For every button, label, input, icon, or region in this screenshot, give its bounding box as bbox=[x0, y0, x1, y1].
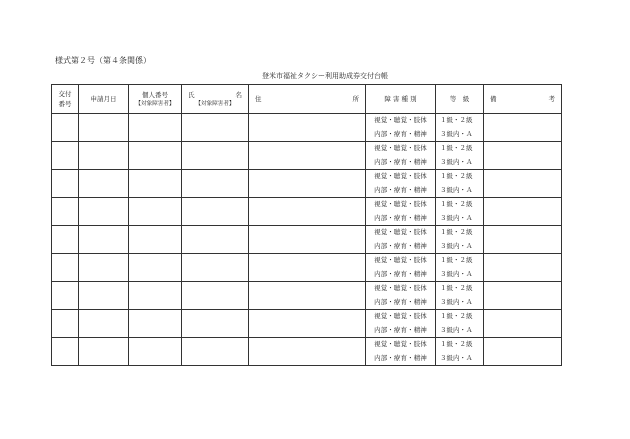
grade-options-2: ３級内・Ａ bbox=[440, 213, 473, 222]
cell-disability-type bbox=[366, 114, 436, 142]
cell-remarks[interactable] bbox=[484, 338, 562, 366]
grade-options-2: ３級内・Ａ bbox=[440, 129, 473, 138]
table-row bbox=[52, 254, 562, 282]
disability-type-options-2: 内部・療育・精神 bbox=[374, 213, 427, 222]
table-row bbox=[52, 198, 562, 226]
cell-grade bbox=[436, 282, 484, 310]
grade-options-2: ３級内・Ａ bbox=[440, 157, 473, 166]
cell-remarks[interactable] bbox=[484, 282, 562, 310]
table-row bbox=[52, 226, 562, 254]
cell-remarks[interactable] bbox=[484, 254, 562, 282]
cell-application-date[interactable] bbox=[79, 198, 129, 226]
table-row bbox=[52, 310, 562, 338]
cell-grade bbox=[436, 226, 484, 254]
cell-application-date[interactable] bbox=[79, 142, 129, 170]
grade-options-2: ３級内・Ａ bbox=[440, 297, 473, 306]
grade-options-2: ３級内・Ａ bbox=[440, 269, 473, 278]
cell-name[interactable] bbox=[182, 338, 249, 366]
cell-issue-number[interactable] bbox=[52, 198, 79, 226]
grade-options-1: １級・２級 bbox=[440, 340, 473, 349]
disability-type-options-1: 視覚・聴覚・肢体 bbox=[374, 200, 427, 209]
header-disability-type: 障 害 種 別 bbox=[366, 85, 436, 114]
cell-application-date[interactable] bbox=[79, 282, 129, 310]
disability-type-options-1: 視覚・聴覚・肢体 bbox=[374, 172, 427, 181]
disability-type-options-2: 内部・療育・精神 bbox=[374, 353, 427, 362]
cell-application-date[interactable] bbox=[79, 254, 129, 282]
header-name: 氏 名 【対象障害者】 bbox=[182, 85, 249, 114]
grade-options-2: ３級内・Ａ bbox=[440, 325, 473, 334]
cell-name[interactable] bbox=[182, 170, 249, 198]
grade-options-2: ３級内・Ａ bbox=[440, 185, 473, 194]
cell-grade bbox=[436, 170, 484, 198]
grade-options-1: １級・２級 bbox=[440, 200, 473, 209]
cell-remarks[interactable] bbox=[484, 198, 562, 226]
disability-type-options-2: 内部・療育・精神 bbox=[374, 269, 427, 278]
cell-remarks[interactable] bbox=[484, 142, 562, 170]
cell-personal-number[interactable] bbox=[129, 338, 182, 366]
cell-name[interactable] bbox=[182, 226, 249, 254]
grade-options-1: １級・２級 bbox=[440, 172, 473, 181]
cell-remarks[interactable] bbox=[484, 310, 562, 338]
table-row bbox=[52, 338, 562, 366]
cell-application-date[interactable] bbox=[79, 310, 129, 338]
disability-type-options-1: 視覚・聴覚・肢体 bbox=[374, 144, 427, 153]
header-application-date: 申請月日 bbox=[79, 85, 129, 114]
disability-type-options-1: 視覚・聴覚・肢体 bbox=[374, 284, 427, 293]
cell-application-date[interactable] bbox=[79, 114, 129, 142]
cell-address[interactable] bbox=[249, 114, 366, 142]
cell-grade bbox=[436, 310, 484, 338]
disability-type-options-2: 内部・療育・精神 bbox=[374, 325, 427, 334]
cell-name[interactable] bbox=[182, 198, 249, 226]
cell-address[interactable] bbox=[249, 142, 366, 170]
cell-disability-type bbox=[366, 254, 436, 282]
cell-name[interactable] bbox=[182, 114, 249, 142]
cell-application-date[interactable] bbox=[79, 226, 129, 254]
cell-grade bbox=[436, 142, 484, 170]
cell-issue-number[interactable] bbox=[52, 170, 79, 198]
cell-remarks[interactable] bbox=[484, 226, 562, 254]
cell-name[interactable] bbox=[182, 310, 249, 338]
grade-options-1: １級・２級 bbox=[440, 284, 473, 293]
cell-disability-type bbox=[366, 310, 436, 338]
cell-grade bbox=[436, 114, 484, 142]
ledger-table bbox=[51, 84, 562, 366]
cell-name[interactable] bbox=[182, 282, 249, 310]
cell-address[interactable] bbox=[249, 254, 366, 282]
cell-issue-number[interactable] bbox=[52, 114, 79, 142]
table-row bbox=[52, 282, 562, 310]
table-row bbox=[52, 114, 562, 142]
cell-personal-number[interactable] bbox=[129, 282, 182, 310]
cell-address[interactable] bbox=[249, 198, 366, 226]
cell-application-date[interactable] bbox=[79, 170, 129, 198]
disability-type-options-2: 内部・療育・精神 bbox=[374, 157, 427, 166]
grade-options-1: １級・２級 bbox=[440, 144, 473, 153]
cell-grade bbox=[436, 338, 484, 366]
grade-options-2: ３級内・Ａ bbox=[440, 241, 473, 250]
header-remarks: 備 考 bbox=[484, 85, 562, 114]
table-row bbox=[52, 170, 562, 198]
cell-name[interactable] bbox=[182, 142, 249, 170]
cell-address[interactable] bbox=[249, 170, 366, 198]
disability-type-options-1: 視覚・聴覚・肢体 bbox=[374, 116, 427, 125]
grade-options-1: １級・２級 bbox=[440, 116, 473, 125]
disability-type-options-1: 視覚・聴覚・肢体 bbox=[374, 228, 427, 237]
cell-issue-number[interactable] bbox=[52, 254, 79, 282]
header-row bbox=[52, 85, 562, 114]
cell-grade bbox=[436, 254, 484, 282]
cell-remarks[interactable] bbox=[484, 170, 562, 198]
cell-issue-number[interactable] bbox=[52, 226, 79, 254]
cell-disability-type bbox=[366, 338, 436, 366]
grade-options-1: １級・２級 bbox=[440, 312, 473, 321]
disability-type-options-2: 内部・療育・精神 bbox=[374, 185, 427, 194]
disability-type-options-1: 視覚・聴覚・肢体 bbox=[374, 312, 427, 321]
disability-type-options-2: 内部・療育・精神 bbox=[374, 297, 427, 306]
cell-issue-number[interactable] bbox=[52, 142, 79, 170]
cell-grade bbox=[436, 198, 484, 226]
cell-disability-type bbox=[366, 282, 436, 310]
cell-issue-number[interactable] bbox=[52, 338, 79, 366]
cell-remarks[interactable] bbox=[484, 114, 562, 142]
disability-type-options-2: 内部・療育・精神 bbox=[374, 241, 427, 250]
grade-options-2: ３級内・Ａ bbox=[440, 353, 473, 362]
cell-personal-number[interactable] bbox=[129, 114, 182, 142]
cell-name[interactable] bbox=[182, 254, 249, 282]
cell-address[interactable] bbox=[249, 226, 366, 254]
disability-type-options-1: 視覚・聴覚・肢体 bbox=[374, 256, 427, 265]
ledger-body bbox=[52, 114, 562, 366]
cell-issue-number[interactable] bbox=[52, 310, 79, 338]
header-grade: 等 級 bbox=[436, 85, 484, 114]
header-personal-number: 個人番号 【対象障害者】 bbox=[129, 85, 182, 114]
disability-type-options-2: 内部・療育・精神 bbox=[374, 129, 427, 138]
cell-disability-type bbox=[366, 170, 436, 198]
grade-options-1: １級・２級 bbox=[440, 256, 473, 265]
cell-address[interactable] bbox=[249, 310, 366, 338]
cell-personal-number[interactable] bbox=[129, 254, 182, 282]
disability-type-options-1: 視覚・聴覚・肢体 bbox=[374, 340, 427, 349]
cell-disability-type bbox=[366, 226, 436, 254]
document-title: 登米市福祉タクシー利用助成券交付台帳 bbox=[262, 72, 388, 80]
cell-personal-number[interactable] bbox=[129, 170, 182, 198]
header-issue-number: 交付 番号 bbox=[52, 85, 79, 114]
cell-disability-type bbox=[366, 142, 436, 170]
cell-personal-number[interactable] bbox=[129, 198, 182, 226]
table-row bbox=[52, 142, 562, 170]
cell-personal-number[interactable] bbox=[129, 226, 182, 254]
cell-disability-type bbox=[366, 198, 436, 226]
cell-personal-number[interactable] bbox=[129, 310, 182, 338]
cell-address[interactable] bbox=[249, 282, 366, 310]
cell-application-date[interactable] bbox=[79, 338, 129, 366]
cell-personal-number[interactable] bbox=[129, 142, 182, 170]
form-number: 様式第２号（第４条関係） bbox=[55, 56, 151, 65]
cell-address[interactable] bbox=[249, 338, 366, 366]
cell-issue-number[interactable] bbox=[52, 282, 79, 310]
header-address: 住 所 bbox=[249, 85, 366, 114]
grade-options-1: １級・２級 bbox=[440, 228, 473, 237]
